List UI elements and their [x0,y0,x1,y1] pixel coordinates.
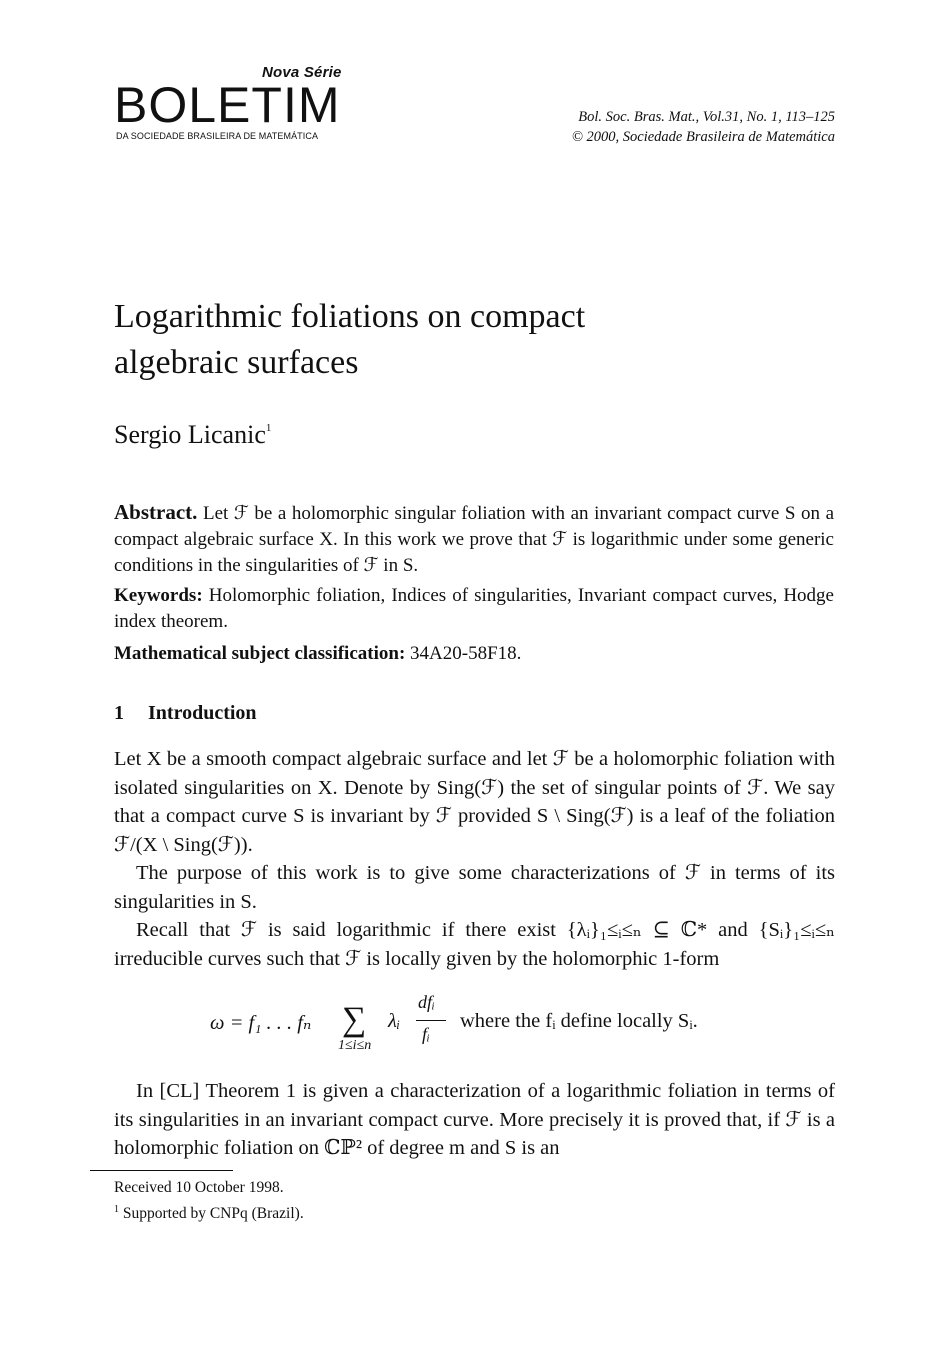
msc-text: 34A20-58F18. [410,643,522,664]
msc-label: Mathematical subject classification: [114,643,406,664]
equation-lambda: λᵢ [388,1010,401,1032]
equation-logarithmic-form [210,990,770,1060]
paragraph-3: Recall that ℱ is said logarithmic if there exist {λᵢ}₁≤ᵢ≤ₙ ⊆ ℂ* and {Sᵢ}₁≤ᵢ≤ₙ irreducible curves such that ℱ is locally given by the holomorphic 1-form [114,919,835,970]
keywords-text: Holomorphic foliation, Indices of singularities, Invariant compact curves, Hodge index theorem. [114,585,834,632]
paragraph-2: The purpose of this work is to give some characterizations of ℱ in terms of its singularities in S. [114,862,835,913]
footnote-rule [90,1170,233,1171]
title-line-1: Logarithmic foliations on compact [114,298,586,335]
journal-subtitle: DA SOCIEDADE BRASILEIRA DE MATEMÁTICA [116,131,319,141]
abstract-label: Abstract. [114,500,198,524]
author [114,420,271,450]
subject-classification [114,641,834,667]
equation-condition: where the fᵢ define locally Sᵢ. [460,1010,698,1032]
footnote-support-text: Supported by CNPq (Brazil). [122,1205,304,1223]
abstract-text: Let ℱ be a holomorphic singular foliation with an invariant compact curve S on a compact algebraic surface X. In this work we prove that ℱ is logarithmic under some generic conditions in the singularities of ℱ in S. [114,503,834,576]
equation-lhs: ω = f₁ . . . fₙ [210,1012,312,1034]
citation-line-2: © 2000, Sociedade Brasileira de Matemática [571,129,835,145]
fraction-bar [416,1020,446,1021]
section-title: Introduction [148,702,257,724]
equation-sum-index: 1≤i≤n [338,1038,372,1053]
keywords-label: Keywords: [114,585,203,606]
section-number: 1 [114,702,124,724]
equation-sigma: ∑ [342,1001,367,1038]
journal-logo: BOLETIM [114,77,341,133]
author-name: Sergio Licanic [114,420,266,449]
citation [572,107,835,147]
paragraph-1: Let X be a smooth compact algebraic surface and let ℱ be a holomorphic foliation with isolated singularities on X. Denote by Sing(ℱ) the set of singular points of ℱ. We say that a compact curve S is invariant by ℱ provided S \ Sing(ℱ) is a leaf of the foliation ℱ/(X \ Sing(ℱ)). [114,748,835,856]
paragraph-4: In [CL] Theorem 1 is given a characterization of a logarithmic foliation in terms of its singularities in an invariant compact curve. More precisely it is proved that, if ℱ is a holomorphic foliation on ℂℙ² of degree m and S is an [114,1080,835,1159]
title-line-2: algebraic surfaces [114,344,359,381]
abstract [114,499,834,579]
section-heading [114,702,257,725]
keywords [114,583,834,635]
footnote-received: Received 10 October 1998. [114,1179,284,1196]
equation-denominator: fᵢ [422,1024,430,1044]
paper-title [114,294,714,386]
author-footnote-mark: 1 [265,422,272,434]
journal-series: Nova Série [262,64,342,81]
citation-line-1: Bol. Soc. Bras. Mat., Vol.31, No. 1, 113–125 [578,109,835,125]
equation-numerator: dfᵢ [418,992,435,1012]
footnote-support-mark: 1 [114,1204,119,1215]
footnote-support [114,1200,304,1224]
